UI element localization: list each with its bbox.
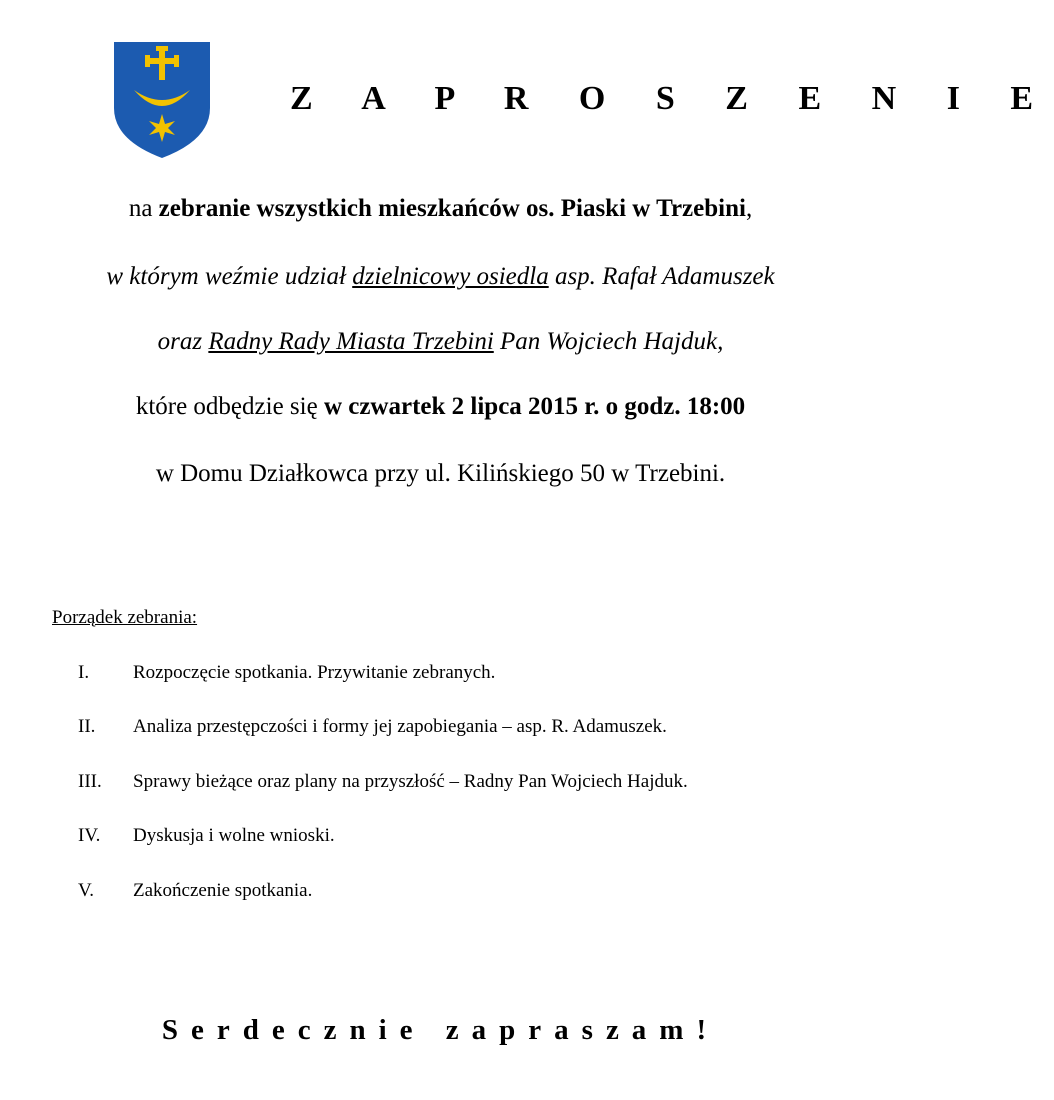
- closing-text: Serdecznie zapraszam!: [161, 1014, 720, 1046]
- agenda-item: [78, 771, 688, 793]
- agenda-item-text: Rozpoczęcie spotkania. Przywitanie zebranych.: [133, 662, 496, 683]
- meeting-line: na zebranie wszystkich mieszkańców os. Piaski w Trzebini,: [128, 195, 753, 222]
- coat-of-arms-icon: [112, 40, 212, 160]
- agenda-item-text: Zakończenie spotkania.: [133, 880, 313, 901]
- agenda-item-text: Sprawy bieżące oraz plany na przyszłość – Radny Pan Wojciech Hajduk.: [133, 771, 688, 792]
- location-line: w Domu Działkowca przy ul. Kilińskiego 50 w Trzebini.: [155, 460, 726, 487]
- agenda-item: [78, 662, 495, 684]
- agenda-item: [78, 716, 667, 738]
- agenda-item-text: Analiza przestępczości i formy jej zapobiegania – asp. R. Adamuszek.: [133, 716, 667, 737]
- date-line: które odbędzie się w czwartek 2 lipca 2015 r. o godz. 18:00: [135, 393, 746, 420]
- agenda-item-number: V.: [78, 880, 95, 901]
- agenda-item-number: III.: [78, 771, 102, 792]
- invitation-title: Z A P R O S Z E N I E: [290, 80, 1054, 117]
- agenda-item-text: Dyskusja i wolne wnioski.: [133, 825, 335, 846]
- agenda-item-number: I.: [78, 662, 90, 683]
- agenda-item: [78, 825, 335, 847]
- agenda-item-number: II.: [78, 716, 96, 737]
- agenda-item: [78, 880, 312, 902]
- agenda-heading: Porządek zebrania:: [52, 607, 198, 628]
- officer-line: w którym weźmie udział dzielnicowy osiedla asp. Rafał Adamuszek: [106, 263, 775, 290]
- agenda-item-number: IV.: [78, 825, 101, 846]
- councilor-line: oraz Radny Rady Miasta Trzebini Pan Wojciech Hajduk,: [157, 328, 724, 355]
